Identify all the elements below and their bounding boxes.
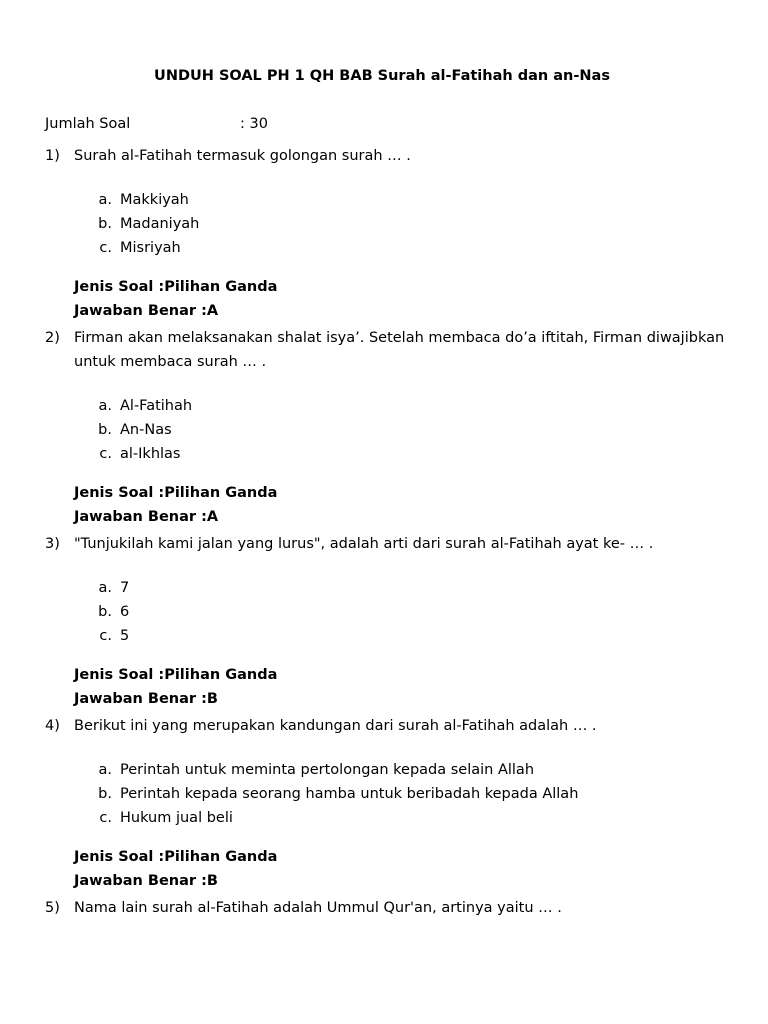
option-text: Hukum jual beli (120, 810, 233, 826)
question-type-label: Jenis Soal :Pilihan Ganda (74, 485, 278, 501)
option-list (45, 188, 725, 260)
question-number: 4) (45, 718, 60, 734)
answer-block (74, 481, 725, 529)
option-letter: c. (99, 810, 112, 826)
option-item (90, 394, 725, 418)
option-letter: c. (99, 628, 112, 644)
question-count-label: Jumlah Soal (45, 116, 131, 132)
option-letter: a. (98, 580, 112, 596)
correct-answer-label: Jawaban Benar :A (74, 303, 219, 319)
option-item (90, 236, 725, 260)
question-list (45, 144, 725, 920)
option-item (90, 806, 725, 830)
option-item (90, 624, 725, 648)
question-number: 3) (45, 536, 60, 552)
correct-answer-label: Jawaban Benar :A (74, 509, 219, 525)
option-letter: b. (98, 422, 112, 438)
option-letter: a. (98, 762, 112, 778)
option-text: Perintah untuk meminta pertolongan kepada selain Allah (120, 762, 535, 778)
question-text: Berikut ini yang merupakan kandungan dari surah al-Fatihah adalah … . (74, 718, 597, 734)
question-text: Firman akan melaksanakan shalat isya’. Setelah membaca do’a iftitah, Firman diwajibkan untuk membaca surah … . (74, 330, 725, 370)
option-letter: c. (99, 240, 112, 256)
question-count (45, 116, 645, 132)
answer-block (74, 663, 725, 711)
option-item (90, 212, 725, 236)
question-type-label: Jenis Soal :Pilihan Ganda (74, 849, 278, 865)
question-count-value: : 30 (240, 116, 268, 132)
option-item (90, 758, 725, 782)
option-letter: b. (98, 786, 112, 802)
question-5 (45, 896, 725, 920)
option-letter: c. (99, 446, 112, 462)
option-text: Madaniyah (120, 216, 200, 232)
option-text: 6 (120, 604, 130, 620)
option-list (45, 758, 725, 830)
answer-block (74, 845, 725, 893)
option-list (45, 576, 725, 648)
question-type-label: Jenis Soal :Pilihan Ganda (74, 667, 278, 683)
question-number: 5) (45, 900, 60, 916)
question-1 (45, 144, 725, 323)
option-item (90, 188, 725, 212)
option-item (90, 442, 725, 466)
option-text: 7 (120, 580, 130, 596)
option-letter: b. (98, 216, 112, 232)
question-text: "Tunjukilah kami jalan yang lurus", adalah arti dari surah al-Fatihah ayat ke- … . (74, 536, 654, 552)
question-text: Surah al-Fatihah termasuk golongan surah … . (74, 148, 411, 164)
question-2 (45, 326, 725, 529)
option-letter: b. (98, 604, 112, 620)
question-number: 1) (45, 148, 60, 164)
answer-block (74, 275, 725, 323)
option-item (90, 576, 725, 600)
option-item (90, 418, 725, 442)
option-item (90, 600, 725, 624)
correct-answer-label: Jawaban Benar :B (74, 873, 218, 889)
option-text: al-Ikhlas (120, 446, 181, 462)
option-list (45, 394, 725, 466)
question-number: 2) (45, 330, 60, 346)
question-4 (45, 714, 725, 893)
option-letter: a. (98, 398, 112, 414)
option-text: Perintah kepada seorang hamba untuk beribadah kepada Allah (120, 786, 579, 802)
option-text: Makkiyah (120, 192, 189, 208)
option-text: Misriyah (120, 240, 181, 256)
question-type-label: Jenis Soal :Pilihan Ganda (74, 279, 278, 295)
option-text: Al-Fatihah (120, 398, 193, 414)
option-text: 5 (120, 628, 130, 644)
document-title: UNDUH SOAL PH 1 QH BAB Surah al-Fatihah dan an-Nas (154, 68, 610, 84)
option-item (90, 782, 725, 806)
question-text: Nama lain surah al-Fatihah adalah Ummul Qur'an, artinya yaitu … . (74, 900, 562, 916)
correct-answer-label: Jawaban Benar :B (74, 691, 218, 707)
option-text: An-Nas (120, 422, 172, 438)
option-letter: a. (98, 192, 112, 208)
question-3 (45, 532, 725, 711)
